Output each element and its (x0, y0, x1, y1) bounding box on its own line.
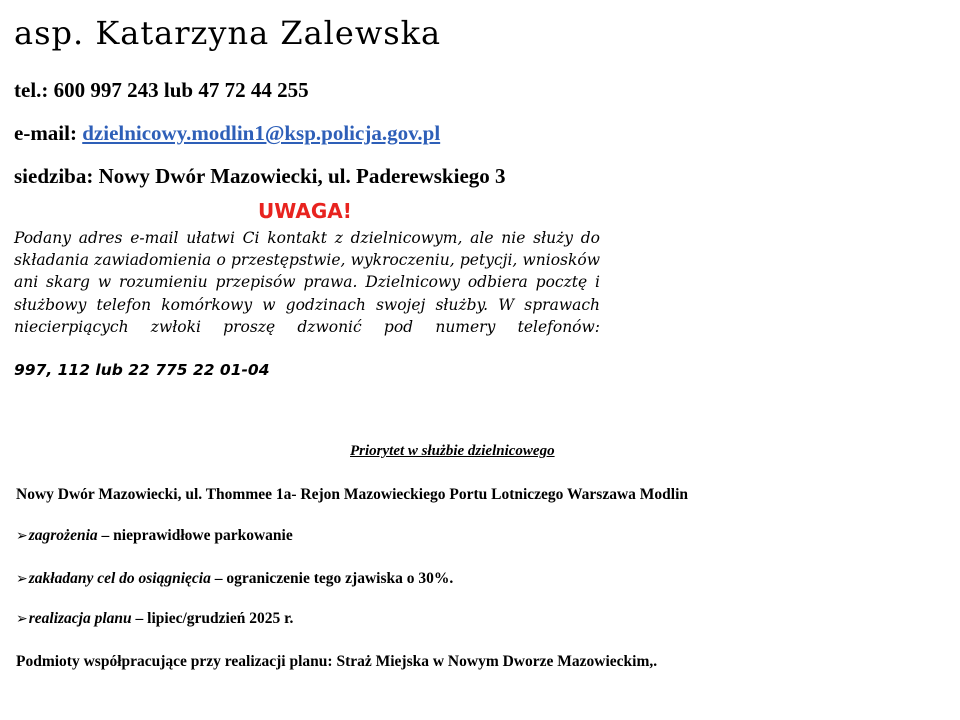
list-item-text: – nieprawidłowe parkowanie (97, 527, 293, 544)
officer-name: asp. Katarzyna Zalewska (14, 14, 442, 52)
phone-line: tel.: 600 997 243 lub 47 72 44 255 (14, 78, 309, 102)
list-item (16, 610, 293, 628)
office-address: siedziba: Nowy Dwór Mazowiecki, ul. Paderewskiego 3 (14, 164, 506, 188)
list-item-label: zakładany cel do osiągnięcia (28, 570, 211, 587)
partners-line: Podmioty współpracujące przy realizacji planu: Straż Miejska w Nowym Dworze Mazowieckim,. (16, 653, 658, 670)
arrow-bullet-icon: ➢ (16, 611, 28, 627)
priority-title: Priorytet w służbie dzielnicowego (350, 443, 555, 459)
emergency-numbers: 997, 112 lub 22 775 22 01-04 (14, 361, 270, 379)
list-item-label: realizacja planu (28, 610, 132, 627)
notice-heading: UWAGA! (258, 199, 352, 223)
email-label: e-mail (14, 121, 70, 145)
notice-text: Podany adres e-mail ułatwi Ci kontakt z dzielnicowym, ale nie służy do składania zawiadomienia o przestępstwie, wykroczeniu, petycji, wniosków ani skarg w rozumieniu przepisów prawa. Dzielnicowy odbiera pocztę i służbowy telefon komórkowy w godzinach swojej służby. W sprawach niecierpiących zwłoki proszę dzwonić pod numery telefonów: (14, 229, 600, 336)
list-item-text: – ograniczenie tego zjawiska o 30%. (210, 570, 454, 587)
email-separator: : (69, 121, 83, 145)
list-item-text: – lipiec/grudzień 2025 r. (131, 610, 294, 627)
list-item (16, 570, 453, 588)
arrow-bullet-icon: ➢ (16, 571, 28, 587)
arrow-bullet-icon: ➢ (16, 528, 28, 544)
email-line (14, 121, 440, 146)
email-link[interactable]: dzielnicowy.modlin1@ksp.policja.gov.pl (82, 121, 441, 145)
priority-location: Nowy Dwór Mazowiecki, ul. Thommee 1a- Rejon Mazowieckiego Portu Lotniczego Warszawa Modlin (16, 486, 689, 503)
list-item-label: zagrożenia (28, 527, 98, 544)
list-item (16, 527, 293, 545)
